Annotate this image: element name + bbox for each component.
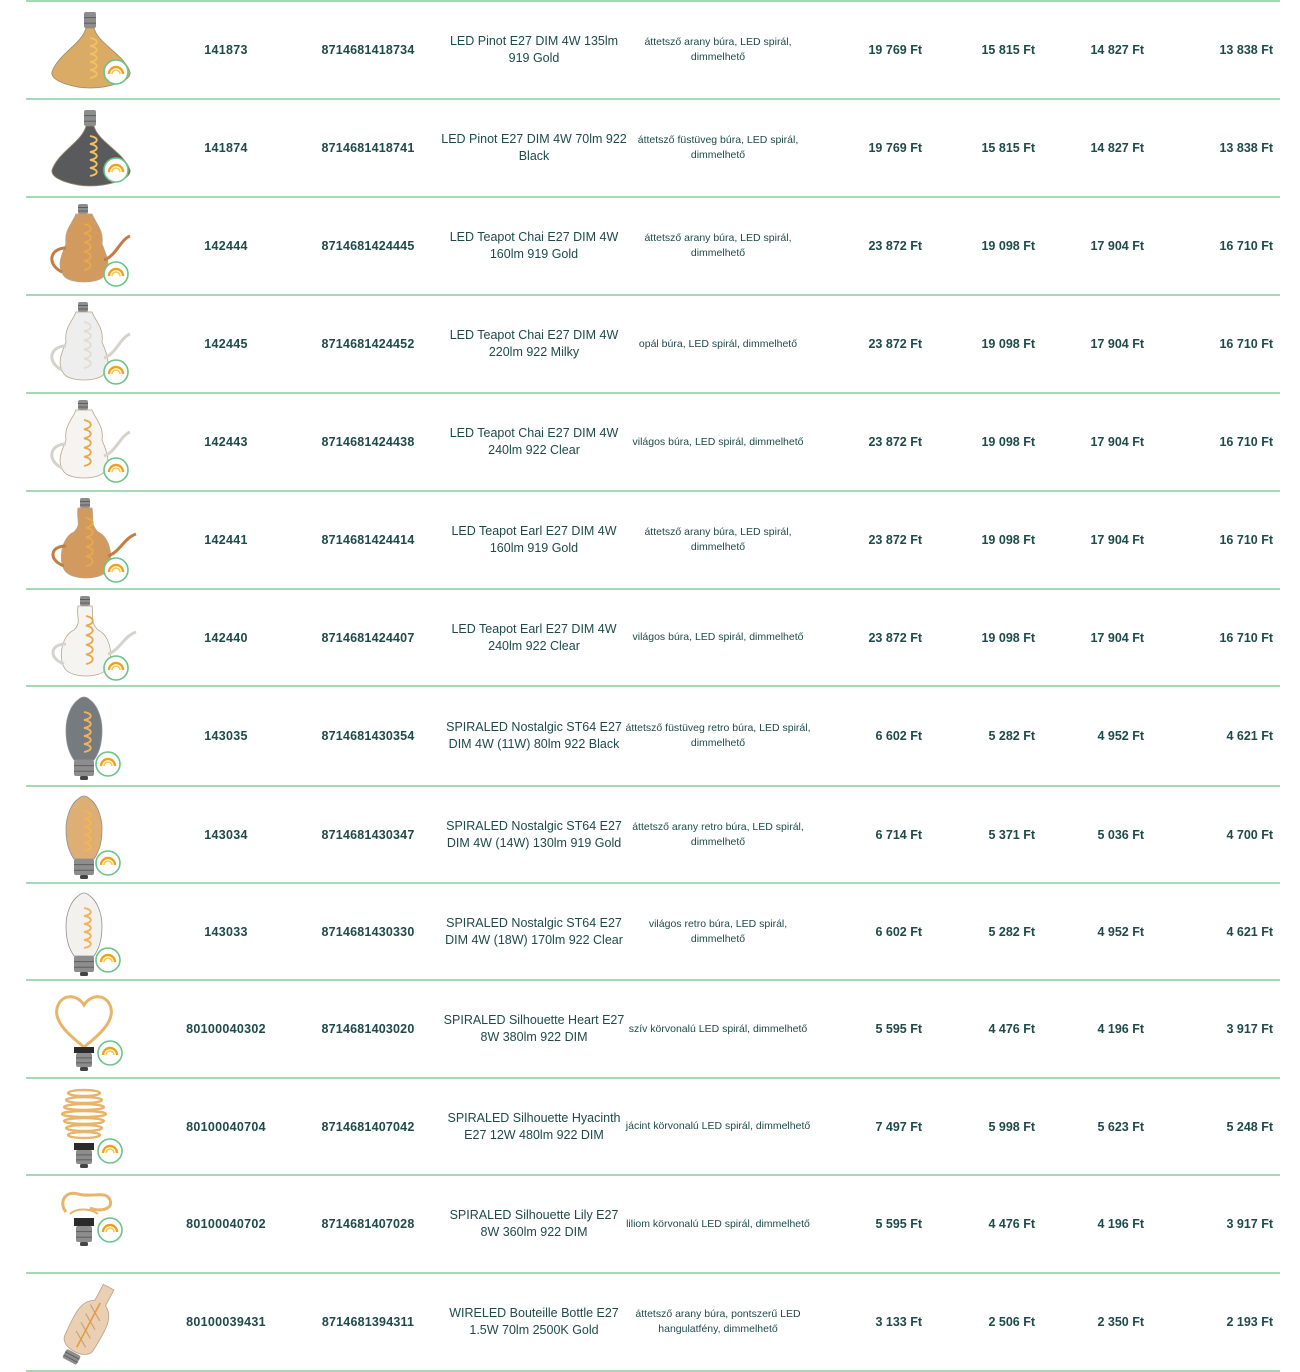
price-3: 4 196 Ft <box>1097 1217 1144 1231</box>
product-name: WIRELED Bouteille Bottle E27 1.5W 70lm 2500K Gold <box>449 1306 619 1337</box>
product-code: 142440 <box>204 630 248 645</box>
table-row <box>26 492 1280 590</box>
product-code: 143034 <box>204 827 248 842</box>
dimmable-badge-icon <box>104 458 128 482</box>
price-2: 5 282 Ft <box>988 729 1035 743</box>
price-4: 13 838 Ft <box>1219 141 1273 155</box>
price-3: 17 904 Ft <box>1090 630 1144 645</box>
price-2: 5 998 Ft <box>988 1119 1035 1134</box>
price-2: 4 476 Ft <box>988 1217 1035 1231</box>
product-name: SPIRALED Nostalgic ST64 E27 DIM 4W (18W) 170lm 922 Clear <box>445 915 623 947</box>
price-1: 23 872 Ft <box>868 630 922 645</box>
product-description: áttetsző füstüveg búra, LED spirál, dimmelhető <box>637 134 799 161</box>
product-name: LED Teapot Earl E27 DIM 4W 160lm 919 Gold <box>451 524 617 555</box>
bulb-image <box>32 2 144 98</box>
ean-code: 8714681430347 <box>321 827 415 842</box>
bulb-image <box>32 296 144 392</box>
dimmable-badge-icon <box>98 1218 122 1242</box>
product-name: SPIRALED Silhouette Lily E27 8W 360lm 922 DIM <box>449 1208 619 1239</box>
price-4: 16 710 Ft <box>1219 239 1273 253</box>
dimmable-badge-icon <box>104 558 128 582</box>
product-description: áttetsző arany búra, LED spirál, dimmelhető <box>644 526 792 553</box>
price-2: 5 282 Ft <box>988 924 1035 939</box>
dimmable-badge-icon <box>104 656 128 680</box>
product-code: 141873 <box>204 43 248 57</box>
price-4: 16 710 Ft <box>1219 337 1273 351</box>
table-body <box>26 2 1280 1372</box>
bulb-image <box>32 394 144 490</box>
product-name: LED Teapot Earl E27 DIM 4W 240lm 922 Clear <box>451 621 617 653</box>
product-name: SPIRALED Nostalgic ST64 E27 DIM 4W (14W) 130lm 919 Gold <box>446 818 622 850</box>
product-description: áttetsző arany búra, LED spirál, dimmelhető <box>644 232 792 259</box>
price-2: 19 098 Ft <box>981 337 1035 351</box>
dimmable-badge-icon <box>98 1041 122 1065</box>
price-4: 4 621 Ft <box>1226 729 1273 743</box>
product-name: SPIRALED Silhouette Hyacinth E27 12W 480lm 922 DIM <box>447 1110 621 1142</box>
table-row <box>26 394 1280 492</box>
ean-code: 8714681394311 <box>321 1315 415 1329</box>
ean-code: 8714681418741 <box>321 141 415 155</box>
table-row <box>26 100 1280 198</box>
price-1: 6 714 Ft <box>875 827 922 842</box>
price-2: 15 815 Ft <box>981 141 1035 155</box>
dimmable-badge-icon <box>96 851 120 875</box>
price-1: 6 602 Ft <box>875 729 922 743</box>
price-1: 23 872 Ft <box>868 533 922 547</box>
product-code: 80100040702 <box>186 1217 266 1231</box>
bulb-image <box>32 1079 144 1174</box>
ean-code: 8714681424414 <box>321 533 415 547</box>
price-1: 23 872 Ft <box>868 239 922 253</box>
table-row <box>26 2 1280 100</box>
product-description: világos búra, LED spirál, dimmelhető <box>632 435 804 448</box>
price-4: 3 917 Ft <box>1226 1022 1273 1036</box>
table-row <box>26 884 1280 981</box>
table-row <box>26 981 1280 1079</box>
price-3: 4 952 Ft <box>1097 924 1144 939</box>
ean-code: 8714681424438 <box>321 435 415 449</box>
product-code: 141874 <box>204 141 248 155</box>
ean-code: 8714681430330 <box>321 924 415 939</box>
price-2: 19 098 Ft <box>981 533 1035 547</box>
price-3: 5 036 Ft <box>1097 827 1144 842</box>
price-1: 7 497 Ft <box>875 1119 922 1134</box>
price-4: 16 710 Ft <box>1219 533 1273 547</box>
product-code: 142441 <box>204 533 248 547</box>
ean-code: 8714681407042 <box>321 1119 415 1134</box>
table-row <box>26 296 1280 394</box>
bulb-image <box>32 1274 144 1370</box>
price-2: 15 815 Ft <box>981 43 1035 57</box>
product-code: 143033 <box>204 924 248 939</box>
price-4: 5 248 Ft <box>1226 1119 1273 1134</box>
product-name: LED Teapot Chai E27 DIM 4W 220lm 922 Milky <box>449 328 619 359</box>
product-name: SPIRALED Nostalgic ST64 E27 DIM 4W (11W) 80lm 922 Black <box>446 720 622 751</box>
product-description: világos retro búra, LED spirál, dimmelhető <box>648 917 788 945</box>
price-1: 19 769 Ft <box>868 141 922 155</box>
ean-code: 8714681407028 <box>321 1217 415 1231</box>
price-1: 5 595 Ft <box>875 1217 922 1231</box>
product-description: opál búra, LED spirál, dimmelhető <box>638 337 798 350</box>
dimmable-badge-icon <box>96 752 120 776</box>
price-1: 3 133 Ft <box>875 1315 922 1329</box>
product-code: 142445 <box>204 337 248 351</box>
price-3: 14 827 Ft <box>1090 43 1144 57</box>
table-row <box>26 198 1280 296</box>
price-3: 17 904 Ft <box>1090 239 1144 253</box>
product-name: LED Pinot E27 DIM 4W 135lm 919 Gold <box>449 34 619 65</box>
price-3: 5 623 Ft <box>1097 1119 1144 1134</box>
price-4: 16 710 Ft <box>1219 435 1273 449</box>
price-2: 4 476 Ft <box>988 1022 1035 1036</box>
price-4: 2 193 Ft <box>1226 1315 1273 1329</box>
dimmable-badge-icon <box>104 60 128 84</box>
bulb-image <box>32 884 144 979</box>
table-row <box>26 590 1280 687</box>
table-row <box>26 1274 1280 1372</box>
bulb-image <box>32 981 144 1077</box>
product-name: LED Teapot Chai E27 DIM 4W 240lm 922 Clear <box>449 426 619 457</box>
product-code: 80100040302 <box>186 1022 266 1036</box>
dimmable-badge-icon <box>96 948 120 972</box>
product-description: világos búra, LED spirál, dimmelhető <box>632 631 804 643</box>
price-1: 23 872 Ft <box>868 337 922 351</box>
product-description: szív körvonalú LED spirál, dimmelhető <box>628 1022 808 1035</box>
dimmable-badge-icon <box>104 360 128 384</box>
table-row <box>26 1079 1280 1176</box>
product-description: áttetsző füstüveg retro búra, LED spirál, dimmelhető <box>625 722 811 749</box>
price-2: 19 098 Ft <box>981 435 1035 449</box>
product-price-table <box>26 0 1280 1372</box>
bulb-image <box>32 492 144 588</box>
ean-code: 8714681424452 <box>321 337 415 351</box>
dimmable-badge-icon <box>98 1139 122 1163</box>
ean-code: 8714681430354 <box>321 729 415 743</box>
product-code: 142443 <box>204 435 248 449</box>
product-description: áttetsző arany búra, LED spirál, dimmelhető <box>644 36 792 63</box>
price-3: 17 904 Ft <box>1090 533 1144 547</box>
bulb-image <box>32 100 144 196</box>
product-description: liliom körvonalú LED spirál, dimmelhető <box>626 1217 810 1230</box>
table-row <box>26 787 1280 884</box>
dimmable-badge-icon <box>104 262 128 286</box>
price-4: 4 621 Ft <box>1226 924 1273 939</box>
price-3: 4 952 Ft <box>1097 729 1144 743</box>
price-2: 19 098 Ft <box>981 630 1035 645</box>
ean-code: 8714681424407 <box>321 630 415 645</box>
product-name: LED Teapot Chai E27 DIM 4W 160lm 919 Gold <box>449 230 619 261</box>
ean-code: 8714681418734 <box>321 43 415 57</box>
price-2: 5 371 Ft <box>988 827 1035 842</box>
bulb-image <box>32 787 144 882</box>
product-description: jácint körvonalú LED spirál, dimmelhető <box>625 1120 811 1132</box>
price-4: 16 710 Ft <box>1219 630 1273 645</box>
product-code: 80100039431 <box>186 1315 266 1329</box>
product-code: 143035 <box>204 729 248 743</box>
bulb-image <box>32 590 144 685</box>
price-2: 2 506 Ft <box>988 1315 1035 1329</box>
bulb-image <box>32 687 144 785</box>
ean-code: 8714681424445 <box>321 239 415 253</box>
price-3: 17 904 Ft <box>1090 435 1144 449</box>
table-row <box>26 687 1280 787</box>
dimmable-badge-icon <box>104 158 128 182</box>
price-1: 6 602 Ft <box>875 924 922 939</box>
price-4: 4 700 Ft <box>1226 827 1273 842</box>
price-3: 14 827 Ft <box>1090 141 1144 155</box>
product-name: SPIRALED Silhouette Heart E27 8W 380lm 922 DIM <box>443 1013 625 1044</box>
price-4: 3 917 Ft <box>1226 1217 1273 1231</box>
price-3: 2 350 Ft <box>1097 1315 1144 1329</box>
product-code: 80100040704 <box>186 1119 266 1134</box>
price-3: 17 904 Ft <box>1090 337 1144 351</box>
ean-code: 8714681403020 <box>321 1022 415 1036</box>
product-code: 142444 <box>204 239 248 253</box>
product-description: áttetsző arany retro búra, LED spirál, dimmelhető <box>632 820 804 848</box>
bulb-image <box>32 198 144 294</box>
price-2: 19 098 Ft <box>981 239 1035 253</box>
price-4: 13 838 Ft <box>1219 43 1273 57</box>
product-description: áttetsző arany búra, pontszerű LED hangulatfény, dimmelhető <box>635 1308 801 1335</box>
product-name: LED Pinot E27 DIM 4W 70lm 922 Black <box>441 132 627 163</box>
bulb-image <box>32 1176 144 1272</box>
table-row <box>26 1176 1280 1274</box>
price-1: 19 769 Ft <box>868 43 922 57</box>
price-1: 5 595 Ft <box>875 1022 922 1036</box>
price-1: 23 872 Ft <box>868 435 922 449</box>
price-3: 4 196 Ft <box>1097 1022 1144 1036</box>
